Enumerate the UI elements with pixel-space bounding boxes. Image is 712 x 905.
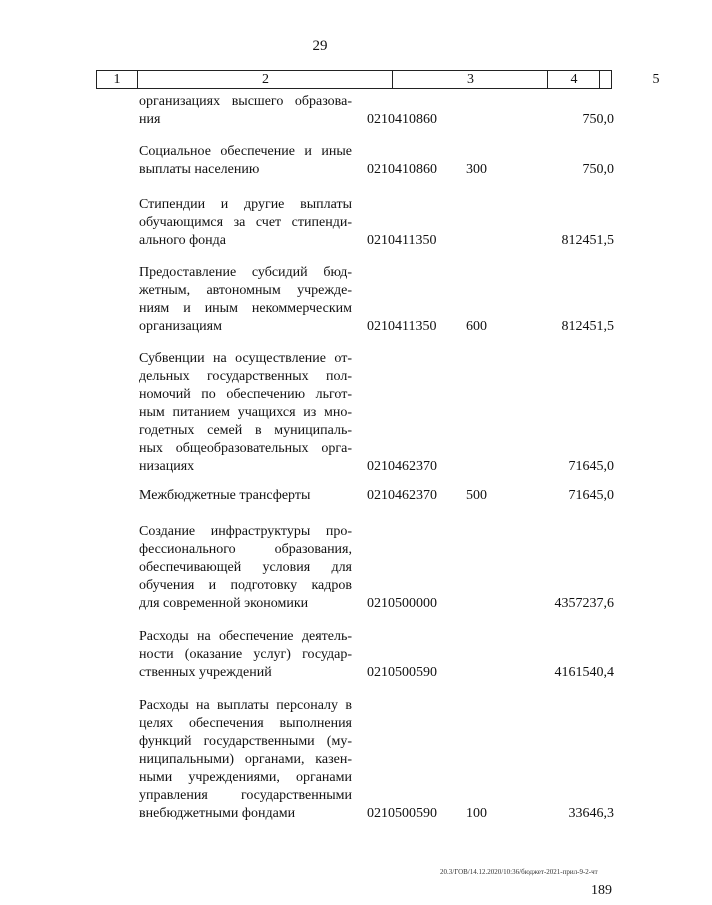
page-number-top: 29: [312, 38, 328, 54]
table-row: [0, 487, 640, 505]
row-type: 500: [466, 488, 487, 503]
row-name-line: Расходы на обеспечение деятель-: [139, 629, 352, 644]
row-name-line: ственных учреждений: [139, 665, 272, 680]
row-name-line: жетным, автономным учрежде-: [139, 283, 352, 298]
row-name-line: функций государственными (му-: [139, 734, 352, 749]
row-amount: 71645,0: [568, 459, 614, 474]
row-name-line: ального фонда: [139, 233, 226, 248]
row-code: 0210410860: [367, 112, 437, 127]
row-name-line: ниям и иным некоммерческим: [139, 301, 352, 316]
row-code: 0210410860: [367, 162, 437, 177]
row-code: 0210500590: [367, 665, 437, 680]
row-name-line: номочий по обеспечению льгот-: [139, 387, 352, 402]
row-name: [139, 143, 352, 179]
row-type: 600: [466, 319, 487, 334]
row-name-line: ности (оказание услуг) государ-: [139, 647, 352, 662]
row-name-line: организациям: [139, 319, 222, 334]
row-name-line: Создание инфраструктуры про-: [139, 524, 352, 539]
row-amount: 750,0: [582, 162, 614, 177]
row-code: 0210411350: [367, 233, 437, 248]
row-name-line: обеспечивающей условия для: [139, 560, 352, 575]
page-number-bottom: 189: [591, 883, 612, 898]
table-row: [0, 196, 640, 250]
row-code: 0210411350: [367, 319, 437, 334]
row-name-line: ниципальными) органами, казен-: [139, 752, 352, 767]
row-amount: 750,0: [582, 112, 614, 127]
table-row: [0, 697, 640, 823]
row-code: 0210462370: [367, 459, 437, 474]
row-amount: 4357237,6: [554, 596, 614, 611]
header-col-4: 4: [547, 71, 600, 88]
row-name-line: целях обеспечения выполнения: [139, 716, 352, 731]
row-name-line: фессионального образования,: [139, 542, 352, 557]
header-col-1: 1: [113, 72, 121, 87]
row-amount: 33646,3: [568, 806, 614, 821]
row-name-line: обучения и подготовку кадров: [139, 578, 352, 593]
row-name: [139, 350, 352, 476]
row-name: [139, 93, 352, 129]
row-name-line: ными учреждениями, органами: [139, 770, 352, 785]
row-name-line: для современной экономики: [139, 596, 309, 611]
table-row: [0, 628, 640, 682]
row-name: [139, 628, 352, 682]
row-name-line: выплаты населению: [139, 162, 260, 177]
row-code: 0210500590: [367, 806, 437, 821]
table-row: [0, 350, 640, 476]
row-name-line: Социальное обеспечение и иные: [139, 144, 352, 159]
header-col-3: 3: [392, 71, 548, 88]
row-name-line: Предоставление субсидий бюд-: [139, 265, 352, 280]
table-header: [96, 70, 660, 89]
table-row: [0, 523, 640, 613]
row-name-line: дельных государственных пол-: [139, 369, 352, 384]
row-name-line: организациях высшего образова-: [139, 94, 352, 109]
row-name: [139, 264, 352, 336]
row-name-line: ния: [139, 112, 161, 127]
row-name-line: ных общеобразовательных орга-: [139, 441, 352, 456]
table-row: [0, 93, 640, 129]
row-name-line: обучающимся за счет стипенди-: [139, 215, 352, 230]
row-name: [139, 487, 352, 505]
row-type: 300: [466, 162, 487, 177]
header-col-5: 5: [599, 71, 712, 88]
row-name-line: Субвенции на осуществление от-: [139, 351, 352, 366]
row-name: [139, 196, 352, 250]
row-name-line: ным питанием учащихся из мно-: [139, 405, 352, 420]
row-amount: 4161540,4: [554, 665, 614, 680]
header-col-2: 2: [137, 71, 393, 88]
table-row: [0, 143, 640, 179]
row-name-line: внебюджетными фондами: [139, 806, 296, 821]
table-row: [0, 264, 640, 336]
row-code: 0210500000: [367, 596, 437, 611]
row-amount: 812451,5: [561, 233, 614, 248]
row-code: 0210462370: [367, 488, 437, 503]
row-amount: 812451,5: [561, 319, 614, 334]
row-name-line: управления государственными: [139, 788, 352, 803]
row-name-line: Расходы на выплаты персоналу в: [139, 698, 352, 713]
row-name: [139, 523, 352, 613]
row-type: 100: [466, 806, 487, 821]
row-name-line: Межбюджетные трансферты: [139, 488, 311, 503]
document-id: 20.3/ГОВ/14.12.2020/10:36/бюджет-2021-прил-9-2-чт: [440, 868, 598, 876]
row-amount: 71645,0: [568, 488, 614, 503]
row-name: [139, 697, 352, 823]
row-name-line: Стипендии и другие выплаты: [139, 197, 352, 212]
row-name-line: низациях: [139, 459, 195, 474]
row-name-line: годетных семей в муниципаль-: [139, 423, 352, 438]
